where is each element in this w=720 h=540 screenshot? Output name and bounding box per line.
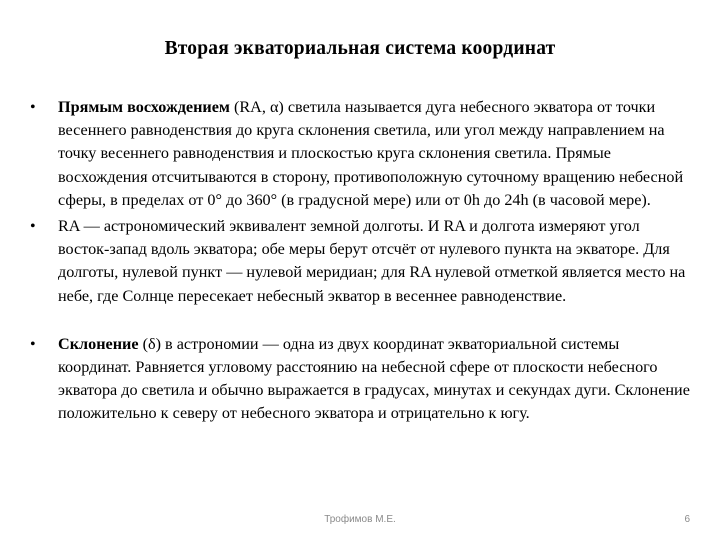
bullet-text: RA — астрономический эквивалент земной долготы. И RA и долгота измеряют угол восток-запад вдоль экватора; обе меры берут отсчёт от нулевого пункта на экваторе. Для долготы, нулевой пункт — нулевой меридиан; для RA нулевой отметкой является место на небе, где Солнце пересекает небесный экватор в весеннее равноденствие. <box>58 217 686 305</box>
slide-title: Вторая экваториальная система координат <box>164 38 556 59</box>
bullet-right-ascension <box>30 96 690 212</box>
term-declination: Склонение <box>58 334 139 353</box>
bullet-dot-icon: • <box>30 99 36 116</box>
bullet-declination <box>30 333 690 426</box>
bullet-text: (RA, α) светила называется дуга небесного экватора от точки весеннего равноденствия до круга склонения светила, или угол между направлением на точку весеннего равноденствия и плоскостью круга склонения светила. Прямые восхождения отсчитываются в сторону, противоположную суточному вращению небесной сферы, в пределах от 0° до 360° (в градусной мере) или от 0h до 24h (в часовой мере). <box>58 98 684 209</box>
bullet-list <box>30 96 690 426</box>
bullet-ra-longitude <box>30 215 690 308</box>
page-number: 6 <box>684 514 690 525</box>
bullet-text: (δ) в астрономии — одна из двух координат экваториальной системы координат. Равняется угловому расстоянию на небесной сфере от плоскости небесного экватора до светила и обычно выражается в градусах, минутах и секундах дуги. Склонение положительно к северу от небесного экватора и отрицательно к югу. <box>58 334 690 423</box>
bullet-dot-icon: • <box>30 335 36 353</box>
bullet-dot-icon: • <box>30 218 36 236</box>
footer-author: Трофимов М.Е. <box>324 514 396 525</box>
term-right-ascension: Прямым восхождением <box>58 98 230 116</box>
